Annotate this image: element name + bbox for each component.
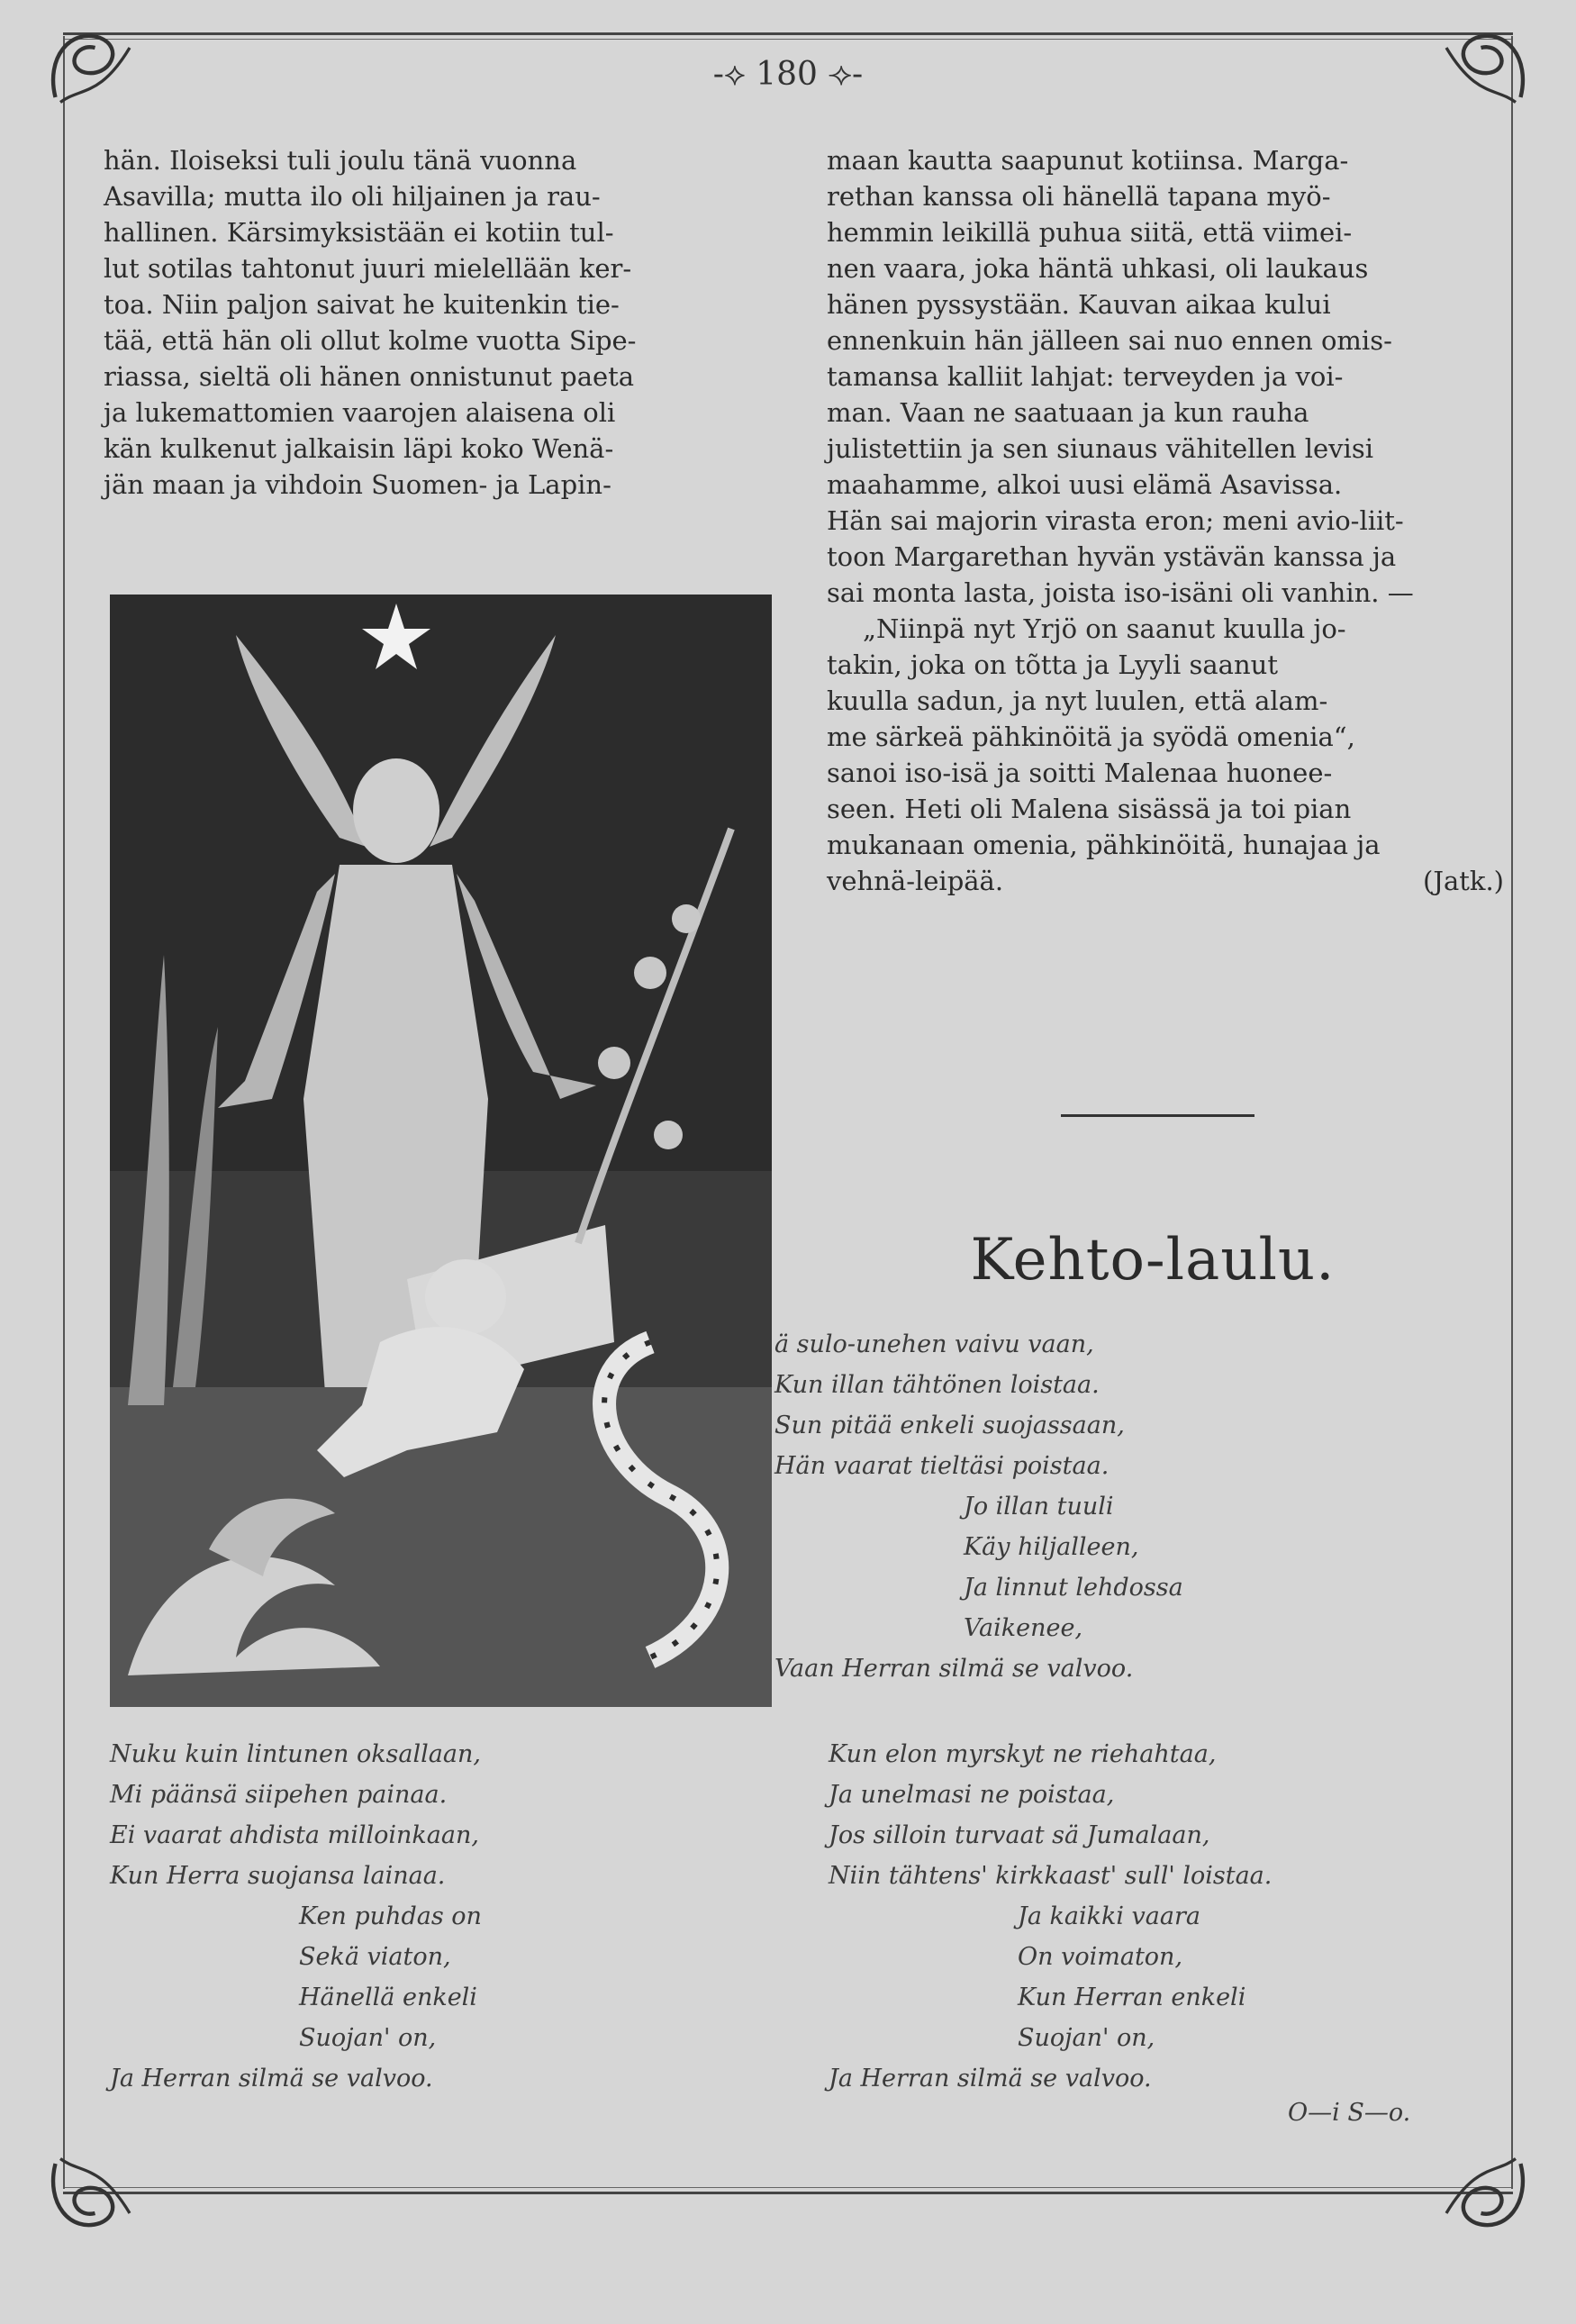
page-number-ornament-right: ⟢- xyxy=(828,56,864,93)
poem-line: Niin tähtens' kirkkaast' sull' loistaa. xyxy=(829,1862,1273,1890)
poem-line: Ja linnut lehdossa xyxy=(964,1574,1183,1602)
poem-line: Nuku kuin lintunen oksallaan, xyxy=(110,1740,481,1768)
text-line: takin, joka on tõtta ja Lyyli saanut xyxy=(827,649,1278,680)
text-line: nen vaara, joka häntä uhkasi, oli laukaus xyxy=(827,253,1369,284)
text-line: riassa, sieltä oli hänen onnistunut paeta xyxy=(104,361,635,392)
border-left xyxy=(63,36,65,2189)
poem-title: Kehto-laulu. xyxy=(970,1227,1336,1294)
poem-stanza-1 xyxy=(774,1324,1183,1689)
angel-head xyxy=(353,758,439,863)
poem-line: Ja Herran silmä se valvoo. xyxy=(110,2065,433,2093)
poem-line: Mi päänsä siipehen painaa. xyxy=(110,1781,448,1809)
poem-line: Ja Herran silmä se valvoo. xyxy=(829,2065,1152,2093)
poem-stanza-3 xyxy=(829,1734,1272,2099)
poem-line: Jos silloin turvaat sä Jumalaan, xyxy=(829,1821,1210,1849)
poem-line: Hän vaarat tieltäsi poistaa. xyxy=(774,1452,1110,1480)
angel-illustration xyxy=(110,595,772,1707)
poem-line: Kun illan tähtönen loistaa. xyxy=(774,1371,1100,1399)
text-line: seen. Heti oli Malena sisässä ja toi pian xyxy=(827,794,1352,824)
poem-line: Vaikenee, xyxy=(964,1614,1083,1642)
text-line: rethan kanssa oli hänellä tapana myö- xyxy=(827,181,1331,212)
border-right xyxy=(1511,36,1513,2189)
text-line: sai monta lasta, joista iso-isäni oli vanhin. — xyxy=(827,577,1414,608)
text-line: toon Margarethan hyvän ystävän kanssa ja xyxy=(827,541,1397,572)
text-line: maan kautta saapunut kotiinsa. Marga- xyxy=(827,145,1349,176)
text-line: toa. Niin paljon saivat he kuitenkin tie- xyxy=(104,289,620,320)
poem-line: Ei vaarat ahdista milloinkaan, xyxy=(110,1821,479,1849)
poem-signature: O—i S—o. xyxy=(1288,2099,1411,2127)
corner-ornament-bottom-left-icon xyxy=(41,2144,140,2243)
poem-line: Ja kaikki vaara xyxy=(1018,1902,1200,1930)
poem-line: Kun Herra suojansa lainaa. xyxy=(110,1862,446,1890)
text-line: Hän sai majorin virasta eron; meni avio-liit- xyxy=(827,505,1404,536)
continued-marker: (Jatk.) xyxy=(1423,866,1504,896)
poem-stanza-2 xyxy=(110,1734,482,2099)
poem-line: Käy hiljalleen, xyxy=(964,1533,1139,1561)
angel-engraving-icon xyxy=(110,595,772,1707)
text-line: tää, että hän oli ollut kolme vuotta Sipe- xyxy=(104,325,637,356)
poem-line: Kun Herran enkeli xyxy=(1018,1984,1246,2011)
text-line: lut sotilas tahtonut juuri mielellään ker- xyxy=(104,253,632,284)
text-line: julistettiin ja sen siunaus vähitellen levisi xyxy=(827,433,1373,464)
poem-line: Vaan Herran silmä se valvoo. xyxy=(774,1655,1134,1683)
page-number-ornament-left: -⟡ xyxy=(712,56,746,93)
text-line: me särkeä pähkinöitä ja syödä omenia“, xyxy=(827,722,1355,752)
corner-ornament-bottom-right-icon xyxy=(1436,2144,1535,2243)
right-column-text xyxy=(827,142,1504,899)
text-line: vehnä-leipää. xyxy=(827,866,1004,896)
poem-line: Kun elon myrskyt ne riehahtaa, xyxy=(829,1740,1217,1768)
poem-line: On voimaton, xyxy=(1018,1943,1183,1971)
poem-line: Ken puhdas on xyxy=(299,1902,482,1930)
text-line: maahamme, alkoi uusi elämä Asavissa. xyxy=(827,469,1343,500)
text-line: hänen pyssystään. Kauvan aikaa kului xyxy=(827,289,1331,320)
poem-line: Suojan' on, xyxy=(1018,2024,1155,2052)
text-line: mukanaan omenia, pähkinöitä, hunajaa ja xyxy=(827,830,1381,860)
poem-line: Ja unelmasi ne poistaa, xyxy=(829,1781,1115,1809)
text-line: hallinen. Kärsimyksistään ei kotiin tul- xyxy=(104,217,614,248)
text-line: kuulla sadun, ja nyt luulen, että alam- xyxy=(827,685,1328,716)
left-column-text xyxy=(104,142,774,503)
text-line: tamansa kalliit lahjat: terveyden ja voi- xyxy=(827,361,1344,392)
text-line: ennenkuin hän jälleen sai nuo ennen omis- xyxy=(827,325,1392,356)
text-line: Asavilla; mutta ilo oli hiljainen ja rau- xyxy=(104,181,601,212)
child-head xyxy=(425,1259,506,1335)
text-line: kän kulkenut jalkaisin läpi koko Wenä- xyxy=(104,433,614,464)
text-line: jän maan ja vihdoin Suomen- ja Lapin- xyxy=(104,469,611,500)
page-number-value: 180 xyxy=(756,56,818,93)
poem-line: Suojan' on, xyxy=(299,2024,437,2052)
section-divider xyxy=(1061,1114,1254,1117)
poem-line: Sun pitää enkeli suojassaan, xyxy=(774,1412,1125,1439)
poem-line: ä sulo-unehen vaivu vaan, xyxy=(774,1330,1094,1358)
poem-line: Sekä viaton, xyxy=(299,1943,451,1971)
border-top xyxy=(63,32,1513,40)
text-line: hemmin leikillä puhua siitä, että viimei- xyxy=(827,217,1353,248)
text-line: man. Vaan ne saatuaan ja kun rauha xyxy=(827,397,1309,428)
page-number xyxy=(0,56,1576,94)
poem-line: Jo illan tuuli xyxy=(964,1493,1114,1521)
text-line: „Niinpä nyt Yrjö on saanut kuulla jo- xyxy=(863,613,1346,644)
last-line xyxy=(827,863,1504,899)
poem-line: Hänellä enkeli xyxy=(299,1984,477,2011)
text-line: ja lukemattomien vaarojen alaisena oli xyxy=(104,397,616,428)
border-bottom xyxy=(63,2187,1513,2194)
text-line: hän. Iloiseksi tuli joulu tänä vuonna xyxy=(104,145,577,176)
text-line: sanoi iso-isä ja soitti Malenaa huonee- xyxy=(827,758,1333,788)
